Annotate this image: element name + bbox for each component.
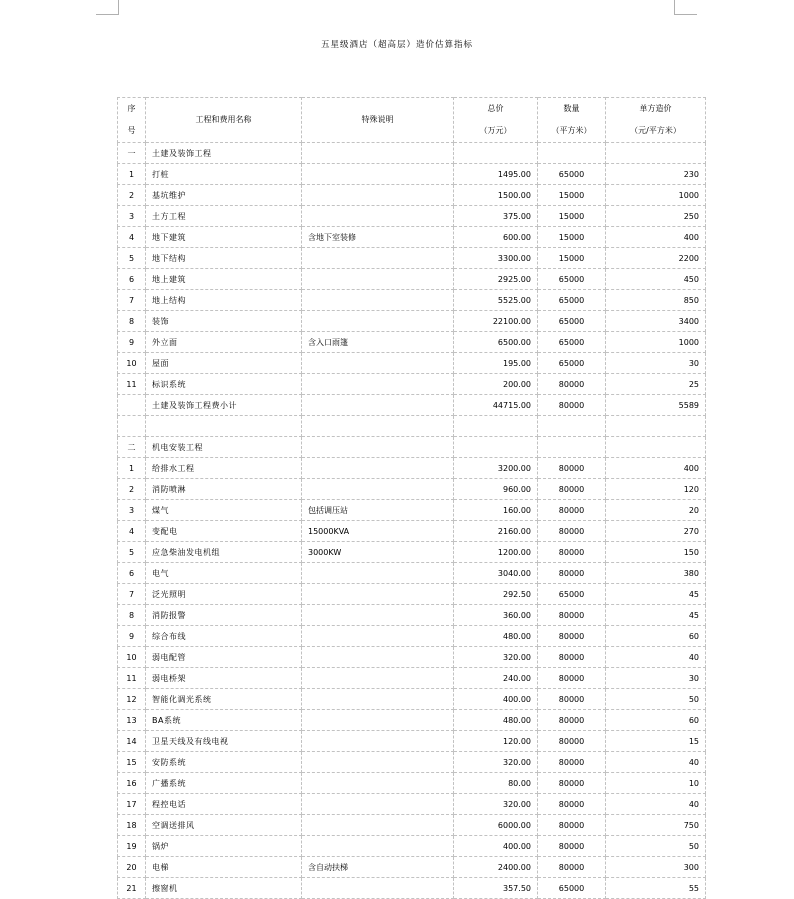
cell-total: 400.00 (454, 689, 538, 710)
cell-qty: 80000 (538, 563, 606, 584)
header-note: 特殊说明 (302, 98, 454, 143)
cell-seq: 二 (118, 437, 146, 458)
cell-unit-cost: 1000 (606, 332, 706, 353)
cell-note: 含自动扶梯 (302, 857, 454, 878)
cell-unit-cost: 60 (606, 710, 706, 731)
cell-name: 外立面 (146, 332, 302, 353)
table-row (118, 857, 706, 878)
header-qty: 数量 （平方米） (538, 98, 606, 143)
cell-qty: 80000 (538, 395, 606, 416)
cell-seq: 3 (118, 500, 146, 521)
cell-note (302, 206, 454, 227)
cell-total (454, 437, 538, 458)
cell-name: 泛光照明 (146, 584, 302, 605)
cell-unit-cost: 250 (606, 206, 706, 227)
cell-unit-cost: 45 (606, 584, 706, 605)
cell-name: 程控电话 (146, 794, 302, 815)
cell-unit-cost: 60 (606, 626, 706, 647)
table-row (118, 332, 706, 353)
cell-note (302, 836, 454, 857)
table-row (118, 374, 706, 395)
cell-name: 锅炉 (146, 836, 302, 857)
cell-seq: 13 (118, 710, 146, 731)
cell-note (302, 731, 454, 752)
cell-qty (538, 437, 606, 458)
table-row (118, 836, 706, 857)
cell-total: 3200.00 (454, 458, 538, 479)
cell-seq: 10 (118, 353, 146, 374)
cell-qty: 80000 (538, 626, 606, 647)
cell-total: 240.00 (454, 668, 538, 689)
cell-unit-cost: 2200 (606, 248, 706, 269)
cell-name: 煤气 (146, 500, 302, 521)
cell-unit-cost (606, 437, 706, 458)
table-row (118, 458, 706, 479)
header-total: 总价 （万元） (454, 98, 538, 143)
cell-total: 2925.00 (454, 269, 538, 290)
cell-unit-cost: 150 (606, 542, 706, 563)
cell-seq: 1 (118, 458, 146, 479)
cell-name: 土建及装饰工程费小计 (146, 395, 302, 416)
cell-name: BA系统 (146, 710, 302, 731)
table-row (118, 248, 706, 269)
cell-total: 360.00 (454, 605, 538, 626)
cell-name: 变配电 (146, 521, 302, 542)
cost-estimate-table (117, 97, 706, 899)
cell-qty: 65000 (538, 584, 606, 605)
cell-note (302, 269, 454, 290)
cell-unit-cost: 20 (606, 500, 706, 521)
cell-name: 弱电桥架 (146, 668, 302, 689)
cell-unit-cost: 15 (606, 731, 706, 752)
cell-note (302, 248, 454, 269)
cell-qty: 80000 (538, 500, 606, 521)
cell-qty: 80000 (538, 836, 606, 857)
cell-seq: 2 (118, 185, 146, 206)
cell-qty: 80000 (538, 668, 606, 689)
cell-seq: 7 (118, 290, 146, 311)
table-row (118, 227, 706, 248)
header-name: 工程和费用名称 (146, 98, 302, 143)
cell-name: 屋面 (146, 353, 302, 374)
table-row (118, 206, 706, 227)
table-row (118, 353, 706, 374)
cell-note (302, 143, 454, 164)
cell-name: 弱电配管 (146, 647, 302, 668)
table-header-row (118, 98, 706, 143)
cell-total: 3040.00 (454, 563, 538, 584)
cell-note (302, 689, 454, 710)
cell-qty: 80000 (538, 710, 606, 731)
cell-seq: 14 (118, 731, 146, 752)
cell-qty: 80000 (538, 773, 606, 794)
cell-note (302, 185, 454, 206)
cell-qty: 80000 (538, 794, 606, 815)
cell-total: 120.00 (454, 731, 538, 752)
cell-total: 5525.00 (454, 290, 538, 311)
header-unit-cost: 单方造价 （元/平方米） (606, 98, 706, 143)
cell-name: 地下结构 (146, 248, 302, 269)
cell-total: 320.00 (454, 647, 538, 668)
cell-total: 1200.00 (454, 542, 538, 563)
table-row (118, 185, 706, 206)
table-row (118, 290, 706, 311)
cell-name: 综合布线 (146, 626, 302, 647)
cell-unit-cost (606, 416, 706, 437)
cell-total: 22100.00 (454, 311, 538, 332)
table-row (118, 269, 706, 290)
cell-qty (538, 416, 606, 437)
cell-unit-cost: 400 (606, 458, 706, 479)
table-row (118, 143, 706, 164)
cell-total: 160.00 (454, 500, 538, 521)
cell-note (302, 311, 454, 332)
cell-note (302, 353, 454, 374)
cell-unit-cost: 120 (606, 479, 706, 500)
table-row (118, 521, 706, 542)
cell-name: 应急柴油发电机组 (146, 542, 302, 563)
cell-note (302, 773, 454, 794)
cell-qty: 80000 (538, 605, 606, 626)
cell-qty (538, 143, 606, 164)
cell-note: 含地下室装修 (302, 227, 454, 248)
cell-note (302, 458, 454, 479)
table-row (118, 815, 706, 836)
table-row (118, 878, 706, 899)
cell-name: 标识系统 (146, 374, 302, 395)
cell-unit-cost: 450 (606, 269, 706, 290)
cell-note (302, 290, 454, 311)
cell-note (302, 374, 454, 395)
table-row (118, 731, 706, 752)
cell-total: 320.00 (454, 752, 538, 773)
cell-note (302, 395, 454, 416)
cell-total: 375.00 (454, 206, 538, 227)
cell-name: 电气 (146, 563, 302, 584)
table-row (118, 479, 706, 500)
cell-name: 土建及装饰工程 (146, 143, 302, 164)
cell-qty: 80000 (538, 731, 606, 752)
cell-name: 土方工程 (146, 206, 302, 227)
cell-qty: 65000 (538, 290, 606, 311)
cell-qty: 15000 (538, 206, 606, 227)
cell-unit-cost: 40 (606, 794, 706, 815)
cell-qty: 65000 (538, 311, 606, 332)
cell-seq: 5 (118, 248, 146, 269)
cell-qty: 15000 (538, 185, 606, 206)
crop-mark-top-right (674, 0, 697, 15)
cell-seq: 15 (118, 752, 146, 773)
cell-unit-cost: 30 (606, 353, 706, 374)
cell-total: 1495.00 (454, 164, 538, 185)
cell-note (302, 479, 454, 500)
cell-total: 195.00 (454, 353, 538, 374)
cell-qty: 15000 (538, 227, 606, 248)
table-row (118, 584, 706, 605)
cell-qty: 65000 (538, 353, 606, 374)
cell-seq: 21 (118, 878, 146, 899)
table-row (118, 437, 706, 458)
cell-note (302, 605, 454, 626)
cell-seq: 4 (118, 227, 146, 248)
cell-unit-cost: 380 (606, 563, 706, 584)
cell-note: 包括调压站 (302, 500, 454, 521)
header-seq: 序 号 (118, 98, 146, 143)
cell-seq: 6 (118, 563, 146, 584)
cell-name: 地下建筑 (146, 227, 302, 248)
cell-note: 15000KVA (302, 521, 454, 542)
cell-unit-cost: 45 (606, 605, 706, 626)
cell-name (146, 416, 302, 437)
table-row (118, 647, 706, 668)
cell-name: 基坑维护 (146, 185, 302, 206)
cell-seq: 19 (118, 836, 146, 857)
cell-qty: 80000 (538, 647, 606, 668)
cell-name: 卫星天线及有线电视 (146, 731, 302, 752)
table-body (118, 143, 706, 899)
cell-name: 安防系统 (146, 752, 302, 773)
cell-total: 480.00 (454, 626, 538, 647)
cell-unit-cost: 10 (606, 773, 706, 794)
table-row (118, 395, 706, 416)
table-row (118, 416, 706, 437)
cell-qty: 65000 (538, 269, 606, 290)
cell-name: 擦窗机 (146, 878, 302, 899)
cell-unit-cost: 25 (606, 374, 706, 395)
cell-note (302, 878, 454, 899)
cell-note: 含入口雨篷 (302, 332, 454, 353)
cell-qty: 80000 (538, 542, 606, 563)
cell-name: 地上建筑 (146, 269, 302, 290)
cell-total: 480.00 (454, 710, 538, 731)
cell-seq: 5 (118, 542, 146, 563)
cell-note (302, 815, 454, 836)
cell-qty: 80000 (538, 479, 606, 500)
cell-unit-cost: 30 (606, 668, 706, 689)
cell-seq: 3 (118, 206, 146, 227)
cell-total: 960.00 (454, 479, 538, 500)
cell-note: 3000KW (302, 542, 454, 563)
cell-total: 2160.00 (454, 521, 538, 542)
cell-seq: 20 (118, 857, 146, 878)
cell-qty: 65000 (538, 878, 606, 899)
table-row (118, 605, 706, 626)
cell-qty: 65000 (538, 164, 606, 185)
cell-total: 400.00 (454, 836, 538, 857)
cell-unit-cost: 50 (606, 689, 706, 710)
cell-unit-cost: 5589 (606, 395, 706, 416)
cell-name: 打桩 (146, 164, 302, 185)
cell-unit-cost: 270 (606, 521, 706, 542)
cell-total: 357.50 (454, 878, 538, 899)
cell-seq: 1 (118, 164, 146, 185)
table-row (118, 164, 706, 185)
cell-seq: 一 (118, 143, 146, 164)
cell-seq: 12 (118, 689, 146, 710)
cell-note (302, 584, 454, 605)
cell-note (302, 752, 454, 773)
cell-seq: 9 (118, 332, 146, 353)
table-row (118, 710, 706, 731)
cell-name: 地上结构 (146, 290, 302, 311)
cell-note (302, 416, 454, 437)
cell-name: 广播系统 (146, 773, 302, 794)
cell-seq: 17 (118, 794, 146, 815)
cell-unit-cost: 40 (606, 752, 706, 773)
cell-total (454, 416, 538, 437)
cell-seq: 11 (118, 374, 146, 395)
cell-total: 1500.00 (454, 185, 538, 206)
cell-total: 6500.00 (454, 332, 538, 353)
cell-seq: 18 (118, 815, 146, 836)
cell-qty: 80000 (538, 815, 606, 836)
table-row (118, 752, 706, 773)
cell-total: 80.00 (454, 773, 538, 794)
cell-qty: 80000 (538, 752, 606, 773)
crop-mark-top-left (96, 0, 119, 15)
table-row (118, 668, 706, 689)
cell-qty: 80000 (538, 458, 606, 479)
table-row (118, 563, 706, 584)
cell-seq: 2 (118, 479, 146, 500)
cell-note (302, 668, 454, 689)
cell-qty: 65000 (538, 332, 606, 353)
cell-seq: 4 (118, 521, 146, 542)
cell-qty: 80000 (538, 521, 606, 542)
cell-total: 320.00 (454, 794, 538, 815)
cell-seq: 16 (118, 773, 146, 794)
cell-unit-cost: 230 (606, 164, 706, 185)
cell-unit-cost: 300 (606, 857, 706, 878)
table-row (118, 773, 706, 794)
cell-note (302, 626, 454, 647)
cell-unit-cost: 1000 (606, 185, 706, 206)
cell-name: 消防喷淋 (146, 479, 302, 500)
cell-total: 44715.00 (454, 395, 538, 416)
cell-name: 智能化调光系统 (146, 689, 302, 710)
cell-name: 机电安装工程 (146, 437, 302, 458)
cell-name: 装饰 (146, 311, 302, 332)
cell-seq: 6 (118, 269, 146, 290)
cell-unit-cost: 850 (606, 290, 706, 311)
cell-note (302, 647, 454, 668)
cell-total (454, 143, 538, 164)
table-row (118, 542, 706, 563)
cell-unit-cost (606, 143, 706, 164)
table-row (118, 689, 706, 710)
cell-seq (118, 416, 146, 437)
cell-unit-cost: 50 (606, 836, 706, 857)
cell-total: 200.00 (454, 374, 538, 395)
cell-total: 600.00 (454, 227, 538, 248)
cell-name: 给排水工程 (146, 458, 302, 479)
cell-qty: 15000 (538, 248, 606, 269)
cell-note (302, 164, 454, 185)
cell-name: 空调送排风 (146, 815, 302, 836)
cell-qty: 80000 (538, 857, 606, 878)
cell-seq: 9 (118, 626, 146, 647)
cell-seq: 10 (118, 647, 146, 668)
cell-qty: 80000 (538, 689, 606, 710)
table-row (118, 626, 706, 647)
cell-unit-cost: 3400 (606, 311, 706, 332)
cell-total: 3300.00 (454, 248, 538, 269)
cell-seq (118, 395, 146, 416)
cell-seq: 8 (118, 311, 146, 332)
table-row (118, 794, 706, 815)
cell-unit-cost: 400 (606, 227, 706, 248)
table-row (118, 311, 706, 332)
cell-name: 消防报警 (146, 605, 302, 626)
cell-note (302, 563, 454, 584)
cell-name: 电梯 (146, 857, 302, 878)
cell-unit-cost: 750 (606, 815, 706, 836)
cell-unit-cost: 40 (606, 647, 706, 668)
cell-total: 292.50 (454, 584, 538, 605)
table-row (118, 500, 706, 521)
cell-qty: 80000 (538, 374, 606, 395)
cell-seq: 7 (118, 584, 146, 605)
cell-note (302, 710, 454, 731)
cell-seq: 11 (118, 668, 146, 689)
document-title: 五星级酒店（超高层）造价估算指标 (320, 40, 473, 50)
cell-total: 6000.00 (454, 815, 538, 836)
cell-note (302, 437, 454, 458)
cell-seq: 8 (118, 605, 146, 626)
cell-unit-cost: 55 (606, 878, 706, 899)
cell-total: 2400.00 (454, 857, 538, 878)
cell-note (302, 794, 454, 815)
